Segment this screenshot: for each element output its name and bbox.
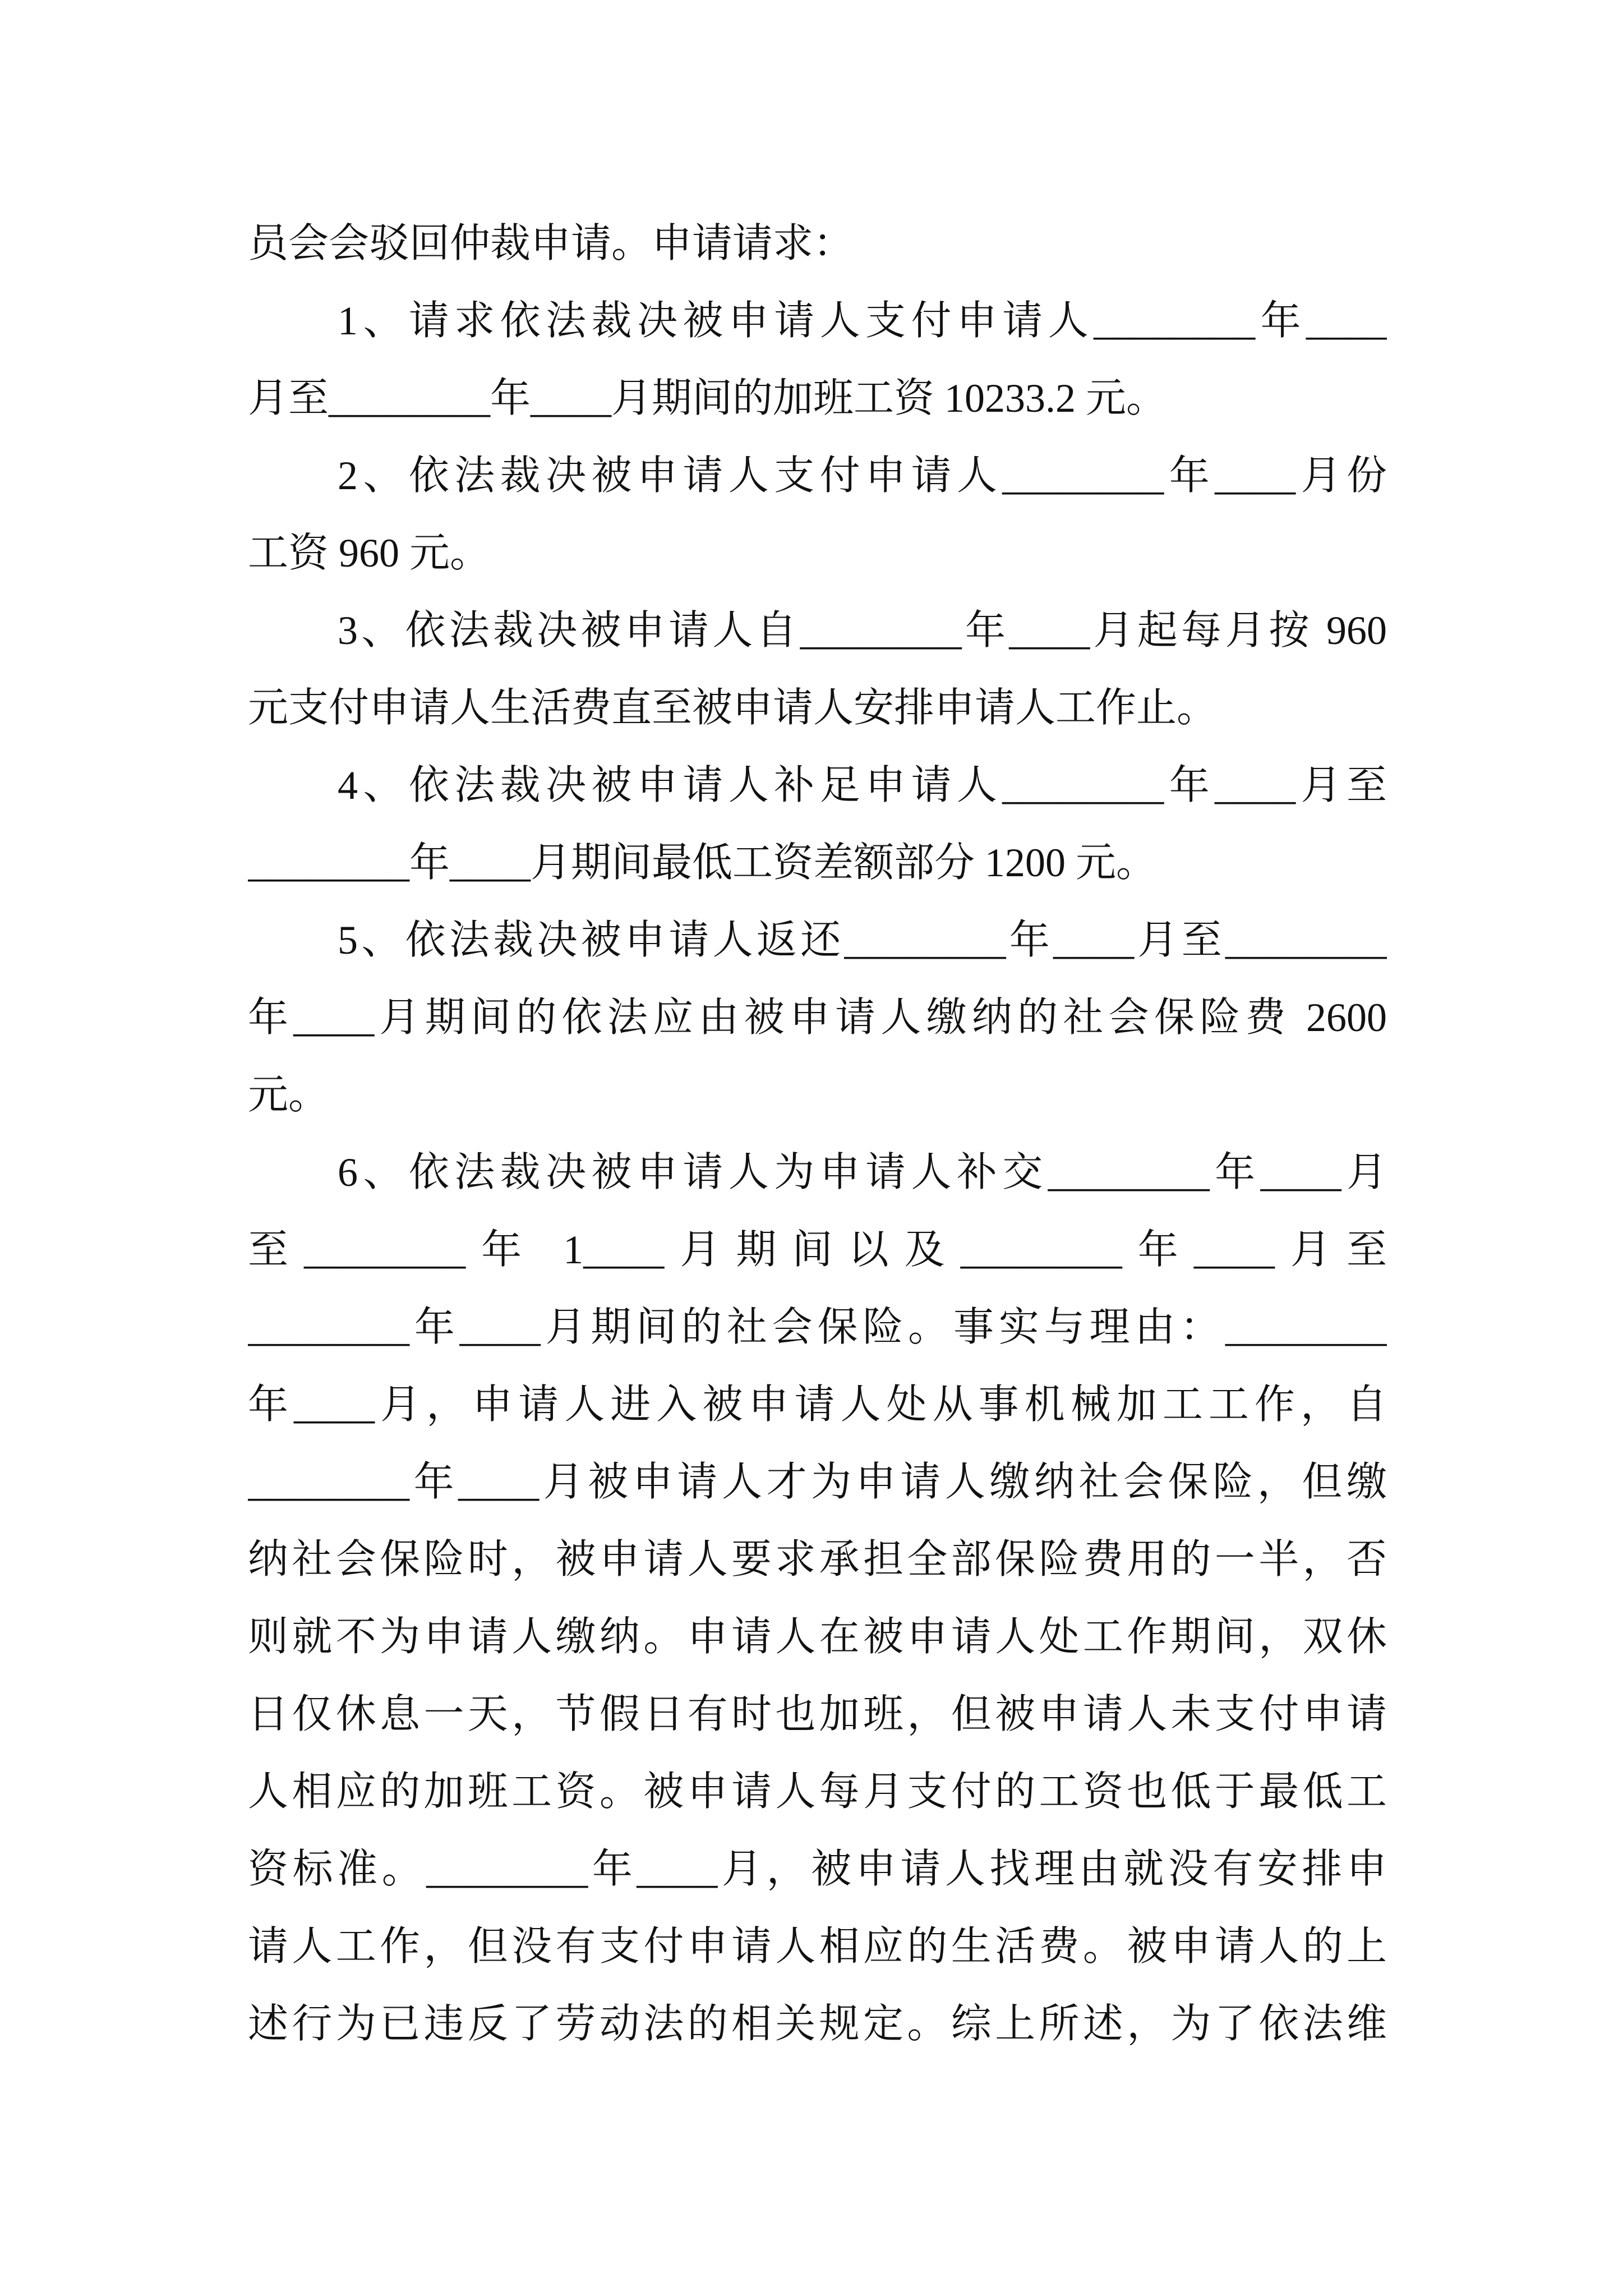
paragraph-line: 请人工作，但没有支付申请人相应的生活费。被申请人的上 xyxy=(248,1924,1387,1969)
paragraph-line: 5、依法裁决被申请人返还________年____月至________ xyxy=(338,918,1387,963)
request-item-2 xyxy=(248,437,1387,592)
paragraph-line: 2、依法裁决被申请人支付申请人________年____月份 xyxy=(338,453,1387,498)
paragraph-line: 员会会驳回仲裁申请。申请请求： xyxy=(248,221,854,266)
paragraph-line: 人相应的加班工资。被申请人每月支付的工资也低于最低工 xyxy=(248,1769,1387,1814)
request-item-6-and-facts xyxy=(248,1134,1387,2063)
paragraph-line: ________年____月期间最低工资差额部分 1200 元。 xyxy=(248,840,1157,885)
paragraph-line: ________年____月期间的社会保险。事实与理由：________ xyxy=(248,1305,1387,1350)
paragraph-line: 年____月，申请人进入被申请人处从事机械加工工作，自 xyxy=(248,1382,1387,1427)
paragraph-line: ________年____月被申请人才为申请人缴纳社会保险，但缴 xyxy=(248,1460,1387,1504)
paragraph-line: 述行为已违反了劳动法的相关规定。综上所述，为了依法维 xyxy=(248,2001,1387,2046)
request-item-4 xyxy=(248,747,1387,901)
paragraph-continuation xyxy=(248,205,1387,282)
paragraph-line: 元支付申请人生活费直至被申请人安排申请人工作止。 xyxy=(248,685,1218,730)
paragraph-line: 1、请求依法裁决被申请人支付申请人________年____ xyxy=(338,298,1387,343)
paragraph-line: 则就不为申请人缴纳。申请人在被申请人处工作期间，双休 xyxy=(248,1614,1387,1659)
document-body xyxy=(248,205,1387,2063)
paragraph-line: 月至________年____月期间的加班工资 10233.2 元。 xyxy=(248,376,1167,421)
paragraph-line: 工资 960 元。 xyxy=(248,531,491,576)
paragraph-line: 6、依法裁决被申请人为申请人补交________年____月 xyxy=(338,1150,1387,1195)
paragraph-line: 元。 xyxy=(248,1073,329,1117)
paragraph-line: 纳社会保险时，被申请人要求承担全部保险费用的一半，否 xyxy=(248,1537,1387,1582)
paragraph-line: 3、依法裁决被申请人自________年____月起每月按 960 xyxy=(338,608,1387,653)
paragraph-line: 日仅休息一天，节假日有时也加班，但被申请人未支付申请 xyxy=(248,1692,1387,1737)
request-item-5 xyxy=(248,901,1387,1134)
paragraph-line: 年____月期间的依法应由被申请人缴纳的社会保险费 2600 xyxy=(248,995,1387,1040)
paragraph-line: 资标准。________年____月，被申请人找理由就没有安排申 xyxy=(248,1847,1387,1892)
request-item-1 xyxy=(248,282,1387,437)
paragraph-line: 至________年 1____月期间以及________年____月至 xyxy=(248,1227,1387,1272)
paragraph-line: 4、依法裁决被申请人补足申请人________年____月至 xyxy=(338,763,1387,808)
request-item-3 xyxy=(248,592,1387,747)
